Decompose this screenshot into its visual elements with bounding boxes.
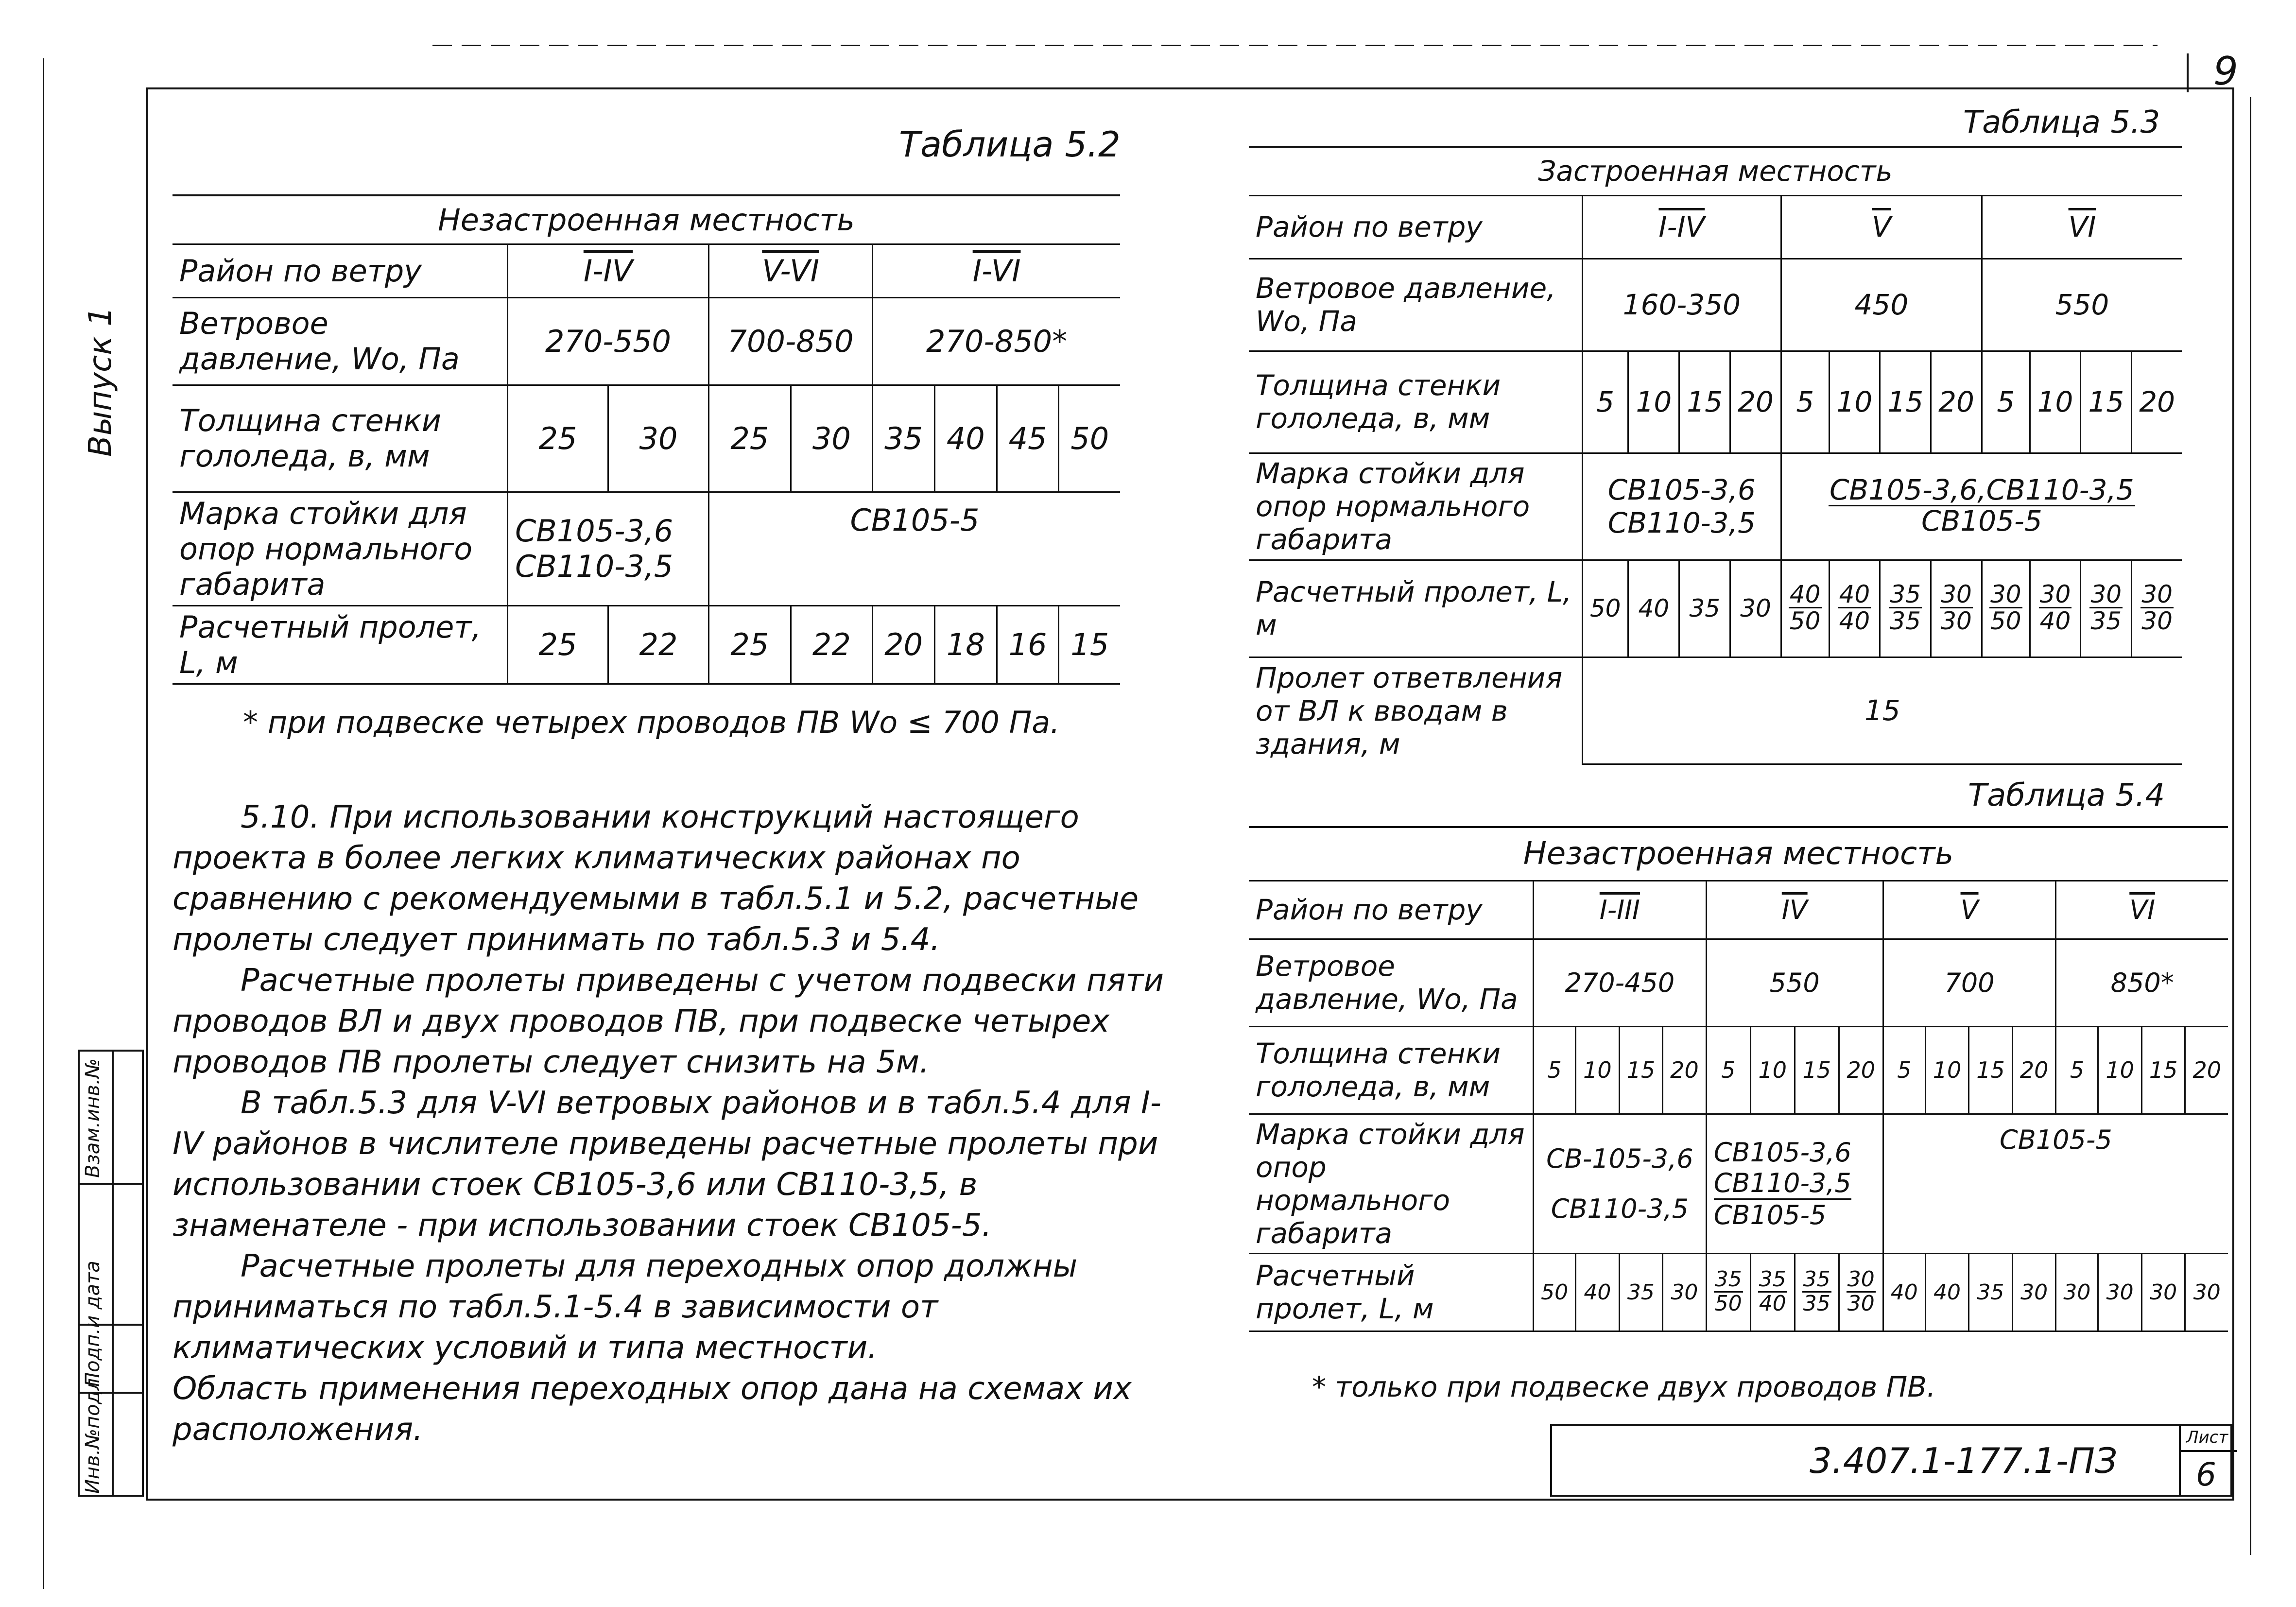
side-note: Выпуск 1 — [83, 306, 119, 457]
table-row — [1249, 827, 2228, 881]
span-frac-cell: $\frac{40}{50}$ — [1781, 560, 1829, 657]
span-cell: 25 — [508, 605, 608, 684]
top-dashed-line — [432, 45, 2158, 46]
pressure-cell: 450 — [1781, 259, 1982, 351]
ice-cell: 45 — [997, 385, 1059, 492]
row-label-ice: Толщина стенки гололеда, в, мм — [173, 385, 508, 492]
table-5-3-group-header: Застроенная местность — [1249, 147, 2182, 195]
ice-cell: 15 — [2141, 1026, 2185, 1114]
ice-cell: 10 — [2098, 1026, 2142, 1114]
span-frac-cell: $\frac{30}{40}$ — [2030, 560, 2081, 657]
row-label-pole: Марка стойки для опор нормального габарита — [173, 492, 508, 605]
span-frac-cell: $\frac{30}{50}$ — [1982, 560, 2030, 657]
ice-cell: 20 — [1839, 1026, 1883, 1114]
ice-cell: 10 — [1829, 351, 1880, 453]
table-5-2-caption: Таблица 5.2 — [899, 124, 1121, 165]
district-cell: I-IV — [1582, 195, 1781, 259]
span-cell: 40 — [1925, 1253, 1969, 1331]
span-cell: 22 — [791, 605, 873, 684]
title-block — [1550, 1424, 2232, 1497]
ice-cell: 20 — [1663, 1026, 1707, 1114]
sheet-number: 6 — [2196, 1456, 2216, 1493]
ice-cell: 20 — [1730, 351, 1781, 453]
span-cell: 15 — [1059, 605, 1120, 684]
ice-cell: 30 — [608, 385, 708, 492]
paragraph: В табл.5.3 для V-VI ветровых районов и в табл.5.4 для I-IV районов в числителе приведены расчетные пролеты при использовании стоек СВ105-3,6 или СВ110-3,5, в знаменателе - при использовании стоек СВ105-5. — [173, 1085, 1161, 1244]
span-cell: 18 — [934, 605, 997, 684]
span-cell: 30 — [1730, 560, 1781, 657]
table-row — [173, 297, 1120, 385]
span-frac-cell: $\frac{35}{40}$ — [1750, 1253, 1795, 1331]
branch-value-cell: 15 — [1582, 657, 2182, 764]
stamp-label-inv: Инв.№подл. — [82, 1372, 104, 1494]
ice-cell: 20 — [2132, 351, 2182, 453]
pressure-cell: 160-350 — [1582, 259, 1781, 351]
ice-cell: 5 — [1582, 351, 1628, 453]
ice-cell: 20 — [2012, 1026, 2056, 1114]
pressure-cell: 270-850* — [873, 297, 1120, 385]
span-cell: 30 — [1663, 1253, 1707, 1331]
ice-cell: 5 — [1982, 351, 2030, 453]
table-row — [1249, 1026, 2228, 1114]
span-frac-cell: $\frac{35}{35}$ — [1795, 1253, 1839, 1331]
row-label-span: Расчетный пролет, L, м — [173, 605, 508, 684]
table-5-3 — [1249, 146, 2182, 765]
row-label-span: Расчетный пролет, L, м — [1249, 1253, 1534, 1331]
span-cell: 16 — [997, 605, 1059, 684]
table-5-4 — [1249, 826, 2228, 1332]
table-row — [173, 244, 1120, 297]
span-cell: 25 — [708, 605, 791, 684]
row-label-district: Район по ветру — [1249, 195, 1582, 259]
ice-cell: 15 — [1619, 1026, 1663, 1114]
row-label-ice: Толщина стенки гололеда, в, мм — [1249, 351, 1582, 453]
table-row — [1249, 453, 2182, 560]
span-cell: 30 — [2056, 1253, 2098, 1331]
district-cell: $\overline{V}$ — [1781, 195, 1982, 259]
span-cell: 50 — [1582, 560, 1628, 657]
table-row — [173, 195, 1120, 244]
stamp-label-sign: Подп.и дата — [82, 1261, 104, 1387]
ice-cell: 10 — [1628, 351, 1679, 453]
ice-cell: 15 — [1880, 351, 1931, 453]
ice-cell: 5 — [1883, 1026, 1925, 1114]
span-frac-cell: $\frac{35}{50}$ — [1706, 1253, 1750, 1331]
district-cell: I-III — [1534, 881, 1707, 939]
ice-cell: 15 — [2081, 351, 2132, 453]
row-label-district: Район по ветру — [1249, 881, 1534, 939]
row-label-pole: Марка стойки для опор нормального габарита — [1249, 453, 1582, 560]
district-cell: $\overline{VI}$ — [2056, 881, 2228, 939]
ice-cell: 10 — [1925, 1026, 1969, 1114]
table-row — [173, 492, 1120, 605]
span-frac-cell: $\frac{40}{40}$ — [1829, 560, 1880, 657]
top-right-tick — [2187, 53, 2189, 92]
pressure-cell: 270-450 — [1534, 939, 1707, 1026]
ice-cell: 15 — [1795, 1026, 1839, 1114]
span-frac-cell: $\frac{35}{35}$ — [1880, 560, 1931, 657]
section-5-10-text — [173, 797, 1169, 1450]
ice-cell: 10 — [2030, 351, 2081, 453]
ice-cell: 40 — [934, 385, 997, 492]
ice-cell: 35 — [873, 385, 935, 492]
table-row — [173, 385, 1120, 492]
row-label-ice: Толщина стенки гололеда, в, мм — [1249, 1026, 1534, 1114]
row-label-pressure: Ветровое давление, Wo, Па — [1249, 939, 1534, 1026]
table-5-3-caption: Таблица 5.3 — [1963, 104, 2160, 140]
span-cell: 30 — [2141, 1253, 2185, 1331]
ice-cell: 30 — [791, 385, 873, 492]
paragraph: Расчетные пролеты приведены с учетом подвески пяти проводов ВЛ и двух проводов ПВ, при подвеске четырех проводов ПВ пролеты следует снизить на 5м. — [173, 963, 1164, 1080]
sheet-label: Лист — [2186, 1428, 2228, 1447]
row-label-pressure: Ветровое давление, Wo, Па — [1249, 259, 1582, 351]
pressure-cell: 700 — [1883, 939, 2056, 1026]
left-margin-line — [43, 58, 44, 1589]
table-5-4-caption: Таблица 5.4 — [1968, 778, 2165, 813]
span-cell: 30 — [2098, 1253, 2142, 1331]
ice-cell: 15 — [1969, 1026, 2013, 1114]
ice-cell: 20 — [2185, 1026, 2228, 1114]
span-cell: 40 — [1576, 1253, 1620, 1331]
ice-cell: 10 — [1750, 1026, 1795, 1114]
table-row — [1249, 657, 2182, 764]
district-cell: I-VI — [873, 244, 1120, 297]
table-row — [1249, 881, 2228, 939]
table-5-2 — [173, 194, 1120, 685]
pole-cell: $\frac{СВ105-3,6,СВ110-3,5}{СВ105-5}$ — [1781, 453, 2182, 560]
row-label-district: Район по ветру — [173, 244, 508, 297]
ice-cell: 5 — [1534, 1026, 1576, 1114]
table-row — [1249, 560, 2182, 657]
span-cell: 35 — [1619, 1253, 1663, 1331]
district-cell: $\overline{IV}$ — [1706, 881, 1883, 939]
stamp-label-replace: Взам.инв.№ — [82, 1058, 104, 1178]
ice-cell: 5 — [2056, 1026, 2098, 1114]
row-label-pressure: Ветровое давление, Wo, Па — [173, 297, 508, 385]
span-cell: 35 — [1969, 1253, 2013, 1331]
table-row — [1249, 1114, 2228, 1253]
document-code: 3.407.1-177.1-ПЗ — [1810, 1440, 2118, 1481]
table-5-4-group-header: Незастроенная местность — [1249, 827, 2228, 881]
pole-cell: СВ-105-3,6 СВ110-3,5 — [1534, 1114, 1707, 1253]
ice-cell: 20 — [1931, 351, 1982, 453]
span-frac-cell: $\frac{30}{30}$ — [1931, 560, 1982, 657]
table-row — [1249, 147, 2182, 195]
table-row — [1249, 1253, 2228, 1331]
pole-cell: СВ105-3,6 СВ110-3,5 СВ105-5 — [1706, 1114, 1883, 1253]
paragraph: Область применения переходных опор дана на схемах их расположения. — [173, 1371, 1132, 1448]
row-label-span: Расчетный пролет, L, м — [1249, 560, 1582, 657]
span-cell: 50 — [1534, 1253, 1576, 1331]
pole-cell: СВ105-3,6 СВ110-3,5 — [1582, 453, 1781, 560]
pressure-cell: 700-850 — [708, 297, 872, 385]
pressure-cell: 550 — [1706, 939, 1883, 1026]
span-frac-cell: $\frac{30}{30}$ — [2132, 560, 2182, 657]
ice-cell: 5 — [1706, 1026, 1750, 1114]
right-margin-line — [2250, 97, 2251, 1555]
ice-cell: 50 — [1059, 385, 1120, 492]
pressure-cell: 550 — [1982, 259, 2182, 351]
pressure-cell: 270-550 — [508, 297, 709, 385]
district-cell: I-IV — [508, 244, 709, 297]
span-cell: 35 — [1679, 560, 1730, 657]
span-frac-cell: $\frac{30}{30}$ — [1839, 1253, 1883, 1331]
pressure-cell: 850* — [2056, 939, 2228, 1026]
table-row — [1249, 939, 2228, 1026]
table-5-4-footnote: * только при подвеске двух проводов ПВ. — [1312, 1370, 1936, 1403]
ice-cell: 25 — [508, 385, 608, 492]
span-cell: 30 — [2012, 1253, 2056, 1331]
span-cell: 40 — [1883, 1253, 1925, 1331]
span-cell: 40 — [1628, 560, 1679, 657]
table-row — [1249, 195, 2182, 259]
pole-cell: СВ105-5 — [708, 492, 1120, 605]
row-label-branch: Пролет ответвления от ВЛ к вводам в здания, м — [1249, 657, 1582, 764]
table-row — [1249, 259, 2182, 351]
ice-cell: 10 — [1576, 1026, 1620, 1114]
span-frac-cell: $\frac{30}{35}$ — [2081, 560, 2132, 657]
span-cell: 22 — [608, 605, 708, 684]
table-row — [1249, 351, 2182, 453]
stamp-strip — [78, 1050, 144, 1497]
ice-cell: 5 — [1781, 351, 1829, 453]
table-5-2-footnote: * при подвеске четырех проводов ПВ Wo ≤ 700 Па. — [243, 705, 1060, 740]
span-cell: 20 — [873, 605, 935, 684]
table-row — [173, 605, 1120, 684]
pole-cell: СВ105-3,6 СВ110-3,5 — [508, 492, 709, 605]
district-cell: $\overline{V}$ — [1883, 881, 2056, 939]
pole-cell: СВ105-5 — [1883, 1114, 2228, 1253]
paragraph: 5.10. При использовании конструкций настоящего проекта в более легких климатических районах по сравнению с рекомендуемыми в табл.5.1 и 5.2, расчетные пролеты следует принимать по табл.5.3 и 5.4. — [173, 799, 1139, 958]
ice-cell: 25 — [708, 385, 791, 492]
paragraph: Расчетные пролеты для переходных опор должны приниматься по табл.5.1-5.4 в зависимости от климатических условий и типа местности. — [173, 1248, 1078, 1366]
span-cell: 30 — [2185, 1253, 2228, 1331]
ice-cell: 15 — [1679, 351, 1730, 453]
row-label-pole: Марка стойки для опор нормального габарита — [1249, 1114, 1534, 1253]
table-5-2-group-header: Незастроенная местность — [173, 195, 1120, 244]
district-cell: $\overline{VI}$ — [1982, 195, 2182, 259]
page-corner-number: 9 — [2213, 49, 2238, 94]
district-cell: V-VI — [708, 244, 872, 297]
